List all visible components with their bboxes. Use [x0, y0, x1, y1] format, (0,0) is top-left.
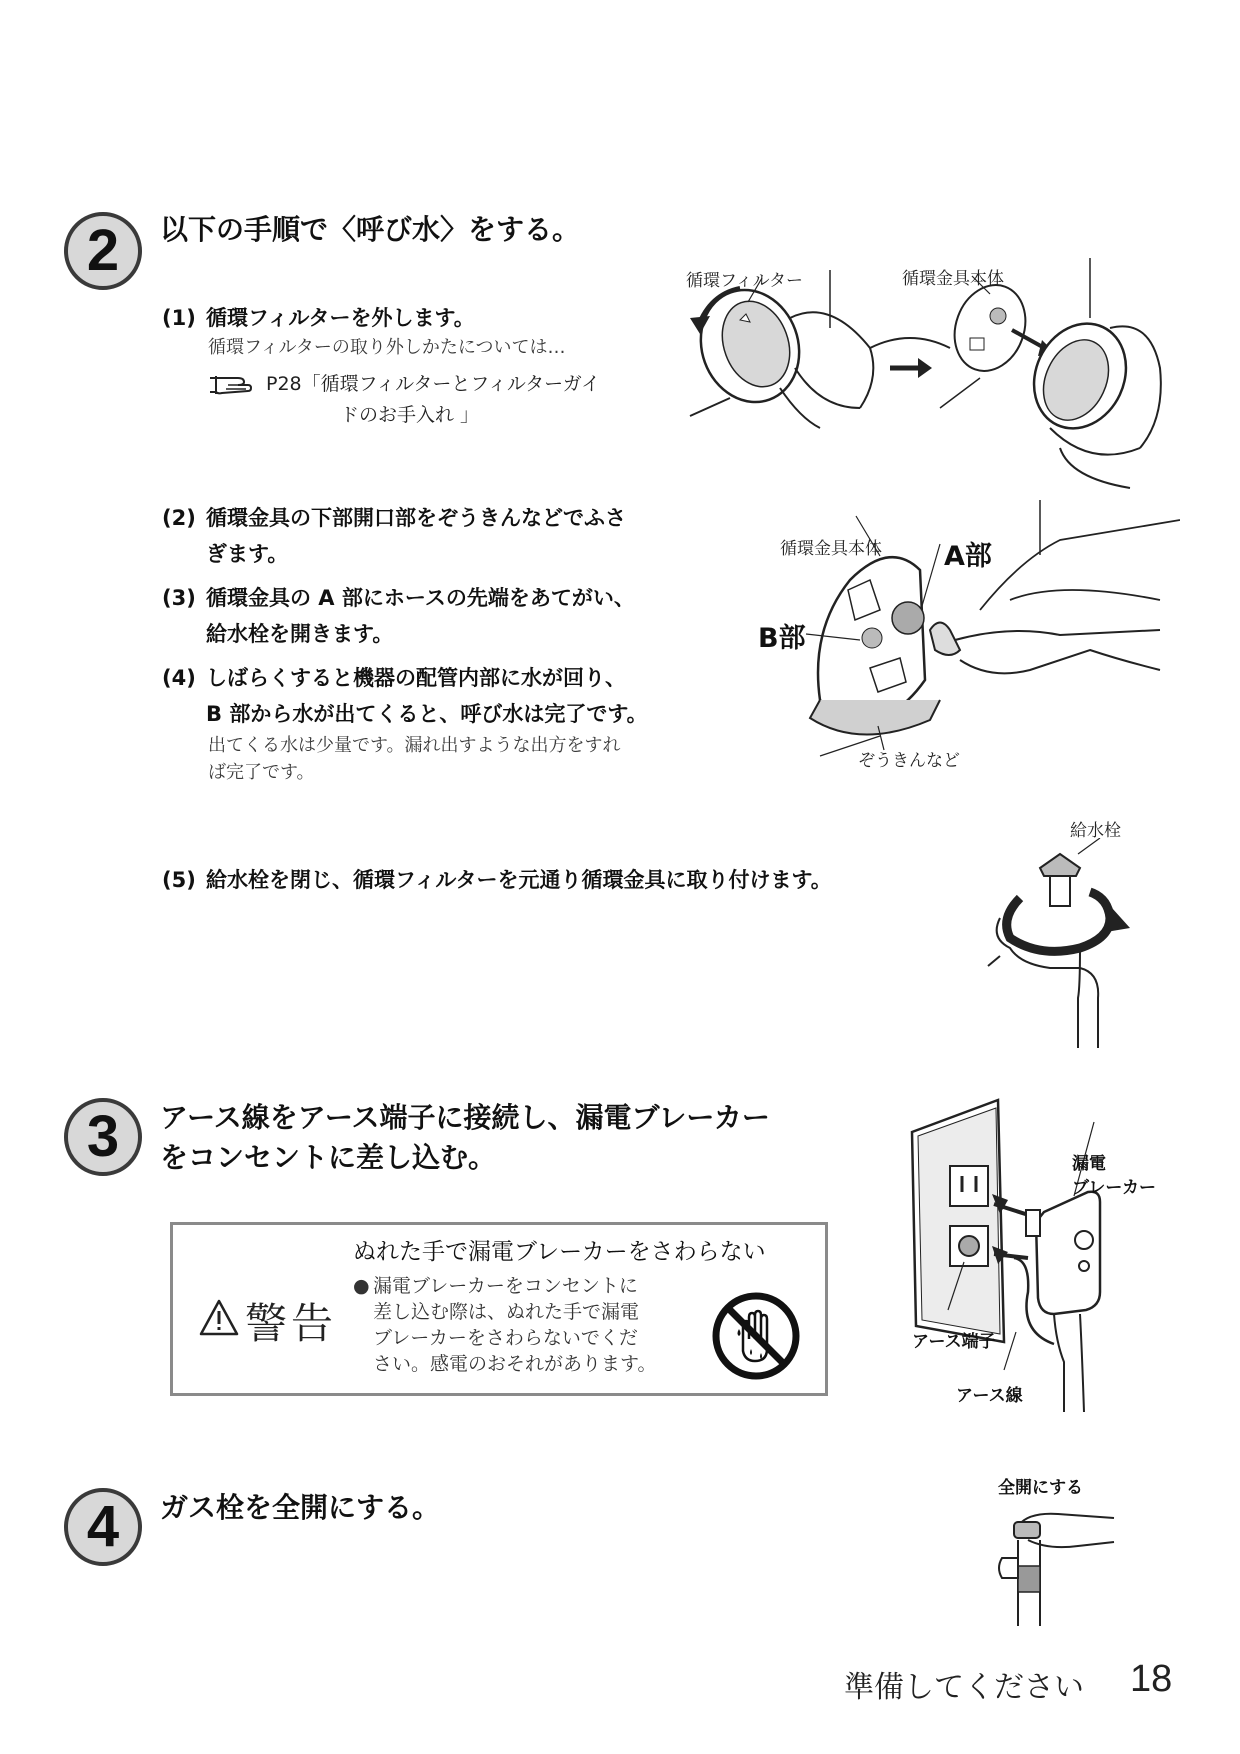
gas-valve-illustration [988, 1506, 1118, 1626]
warning-bullet: ● [353, 1275, 370, 1297]
label-part-b: B部 [758, 623, 806, 654]
label-earth-terminal: アース端子 [912, 1332, 996, 1352]
page-number: 18 [1130, 1658, 1173, 1700]
reference-link[interactable] [266, 369, 600, 431]
sub-step-4-number: (4) [162, 666, 196, 690]
label-earth-wire: アース線 [956, 1386, 1023, 1406]
sub-step-4 [162, 660, 648, 732]
sub-step-4-line-2: B 部から水が出てくると、呼び水は完了です。 [206, 702, 648, 726]
label-cloth: ぞうきんなど [858, 751, 960, 771]
step-2-number: 2 [86, 218, 120, 283]
sub-step-2-line-1: 循環金具の下部開口部をぞうきんなどでふさ [206, 506, 626, 530]
sub-step-2-number: (2) [162, 506, 196, 530]
footer-section-title: 準備してください [844, 1670, 1084, 1705]
warning-line-4: さい。感電のおそれがあります。 [373, 1353, 657, 1375]
faucet-illustration [980, 838, 1140, 1048]
pointing-hand-icon [208, 372, 248, 398]
label-breaker-line-2: ブレーカー [1072, 1178, 1156, 1198]
sub-step-3-number: (3) [162, 586, 196, 610]
sub-step-2 [162, 500, 626, 572]
step-2-title: 以下の手順で〈呼び水〉をする。 [160, 213, 581, 246]
filter-removal-illustration [670, 258, 1170, 490]
warning-heading: ぬれた手で漏電ブレーカーをさわらない [353, 1239, 766, 1265]
step-2-badge [64, 212, 142, 290]
label-fully-open: 全開にする [998, 1478, 1083, 1498]
sub-step-2-line-2: ぎます。 [206, 542, 289, 566]
step-3-badge [64, 1098, 142, 1176]
warning-triangle-icon [199, 1299, 239, 1337]
sub-step-3-line-2: 給水栓を開きます。 [206, 622, 394, 646]
warning-body [353, 1273, 656, 1377]
sub-step-4-note [208, 732, 621, 786]
warning-line-2: 差し込む際は、ぬれた手で漏電 [373, 1301, 640, 1323]
step-3-number: 3 [86, 1104, 120, 1169]
label-part-a: A部 [944, 541, 992, 572]
breaker-illustration [904, 1092, 1124, 1412]
sub-step-5-text: 給水栓を閉じ、循環フィルターを元通り循環金具に取り付けます。 [206, 868, 832, 892]
sub-step-1-title: 循環フィルターを外します。 [206, 306, 475, 330]
sub-step-5 [162, 862, 832, 898]
sub-step-3 [162, 580, 635, 652]
sub-step-1 [162, 300, 475, 336]
warning-line-3: ブレーカーをさわらないでくだ [373, 1327, 638, 1349]
label-circulation-body-1: 循環金具本体 [902, 269, 1004, 289]
sub-step-4-line-1: しばらくすると機器の配管内部に水が回り、 [206, 666, 626, 690]
label-circulation-body-2: 循環金具本体 [780, 539, 882, 559]
label-circulation-filter: 循環フィルター [686, 271, 803, 291]
step-4-badge [64, 1488, 142, 1566]
sub-step-5-number: (5) [162, 868, 196, 892]
label-faucet: 給水栓 [1070, 821, 1121, 841]
reference-line-2: ドのお手入れ 」 [340, 404, 480, 426]
step-3-title [160, 1098, 770, 1178]
warning-box [170, 1222, 828, 1396]
label-breaker [1072, 1152, 1156, 1200]
no-wet-hands-icon [709, 1289, 803, 1383]
sub-step-4-note-2: ば完了です。 [208, 762, 315, 783]
step-3-title-line-2: をコンセントに差し込む。 [160, 1141, 497, 1174]
sub-step-3-line-1: 循環金具の A 部にホースの先端をあてがい、 [206, 586, 635, 610]
reference-line-1: P28「循環フィルターとフィルターガイ [266, 373, 601, 395]
step-3-title-line-1: アース線をアース端子に接続し、漏電ブレーカー [160, 1101, 770, 1134]
warning-label: 警告 [245, 1299, 338, 1348]
sub-step-1-note: 循環フィルターの取り外しかたについては… [208, 337, 566, 358]
sub-step-4-note-1: 出てくる水は少量です。漏れ出すような出方をすれ [208, 735, 621, 756]
sub-step-1-number: (1) [162, 306, 196, 330]
label-breaker-line-1: 漏電 [1072, 1154, 1106, 1174]
step-4-title: ガス栓を全開にする。 [160, 1491, 441, 1524]
step-4-number: 4 [86, 1494, 120, 1559]
warning-line-1: 漏電ブレーカーをコンセントに [373, 1275, 638, 1297]
